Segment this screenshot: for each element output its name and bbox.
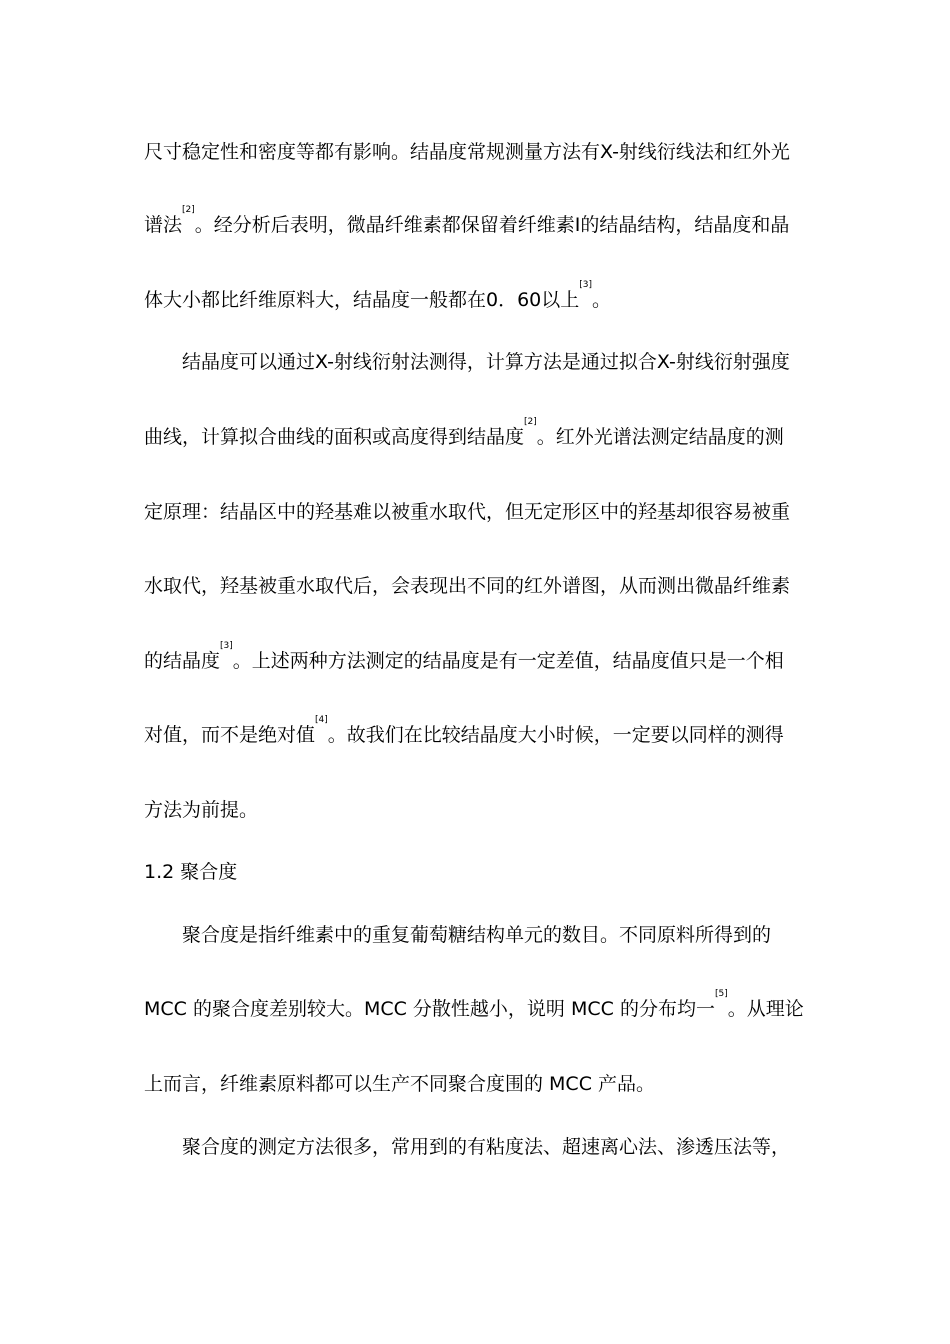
paragraph-first-line (182, 1135, 790, 1159)
text-line (144, 280, 612, 312)
text-line (144, 140, 790, 164)
citation-marker: [2] (524, 417, 537, 427)
line-text: 聚合度的测定方法很多，常用到的有粘度法、超速离心法、渗透压法等， (182, 1136, 791, 1158)
text-line (144, 798, 258, 822)
paragraph-first-line (182, 923, 771, 947)
line-text: MCC 的聚合度差别较大。MCC 分散性越小，说明 MCC 的分布均一 (144, 998, 715, 1020)
line-text: 。上述两种方法测定的结晶度是有一定差值，结晶度值只是一个相 (232, 650, 784, 672)
line-text: 水取代，羟基被重水取代后，会表现出不同的红外谱图，从而测出微晶纤维素 (144, 575, 791, 597)
line-text: 尺寸稳定性和密度等都有影响。结晶度常规测量方法有X-射线衍线法和红外光 (144, 141, 790, 163)
line-text: 。故我们在比较结晶度大小时候，一定要以同样的测得 (327, 724, 784, 746)
text-line (144, 1072, 655, 1096)
line-text: 定原理：结晶区中的羟基难以被重水取代，但无定形区中的羟基却很容易被重 (144, 501, 791, 523)
text-line (144, 500, 790, 524)
citation-marker: [3] (220, 641, 233, 651)
line-text: 聚合度是指纤维素中的重复葡萄糖结构单元的数目。不同原料所得到的 (182, 924, 772, 946)
line-text: 。从理论 (727, 998, 804, 1020)
line-text: 谱法 (144, 214, 183, 236)
text-line (144, 417, 784, 449)
citation-marker: [4] (315, 715, 328, 725)
text-line (144, 989, 804, 1021)
citation-marker: [2] (182, 205, 195, 215)
paragraph-first-line (182, 350, 790, 374)
line-text: 体大小都比纤维原料大，结晶度一般都在0．60以上 (144, 289, 580, 311)
line-text: 。经分析后表明，微晶纤维素都保留着纤维素I的结晶结构，结晶度和晶 (194, 214, 790, 236)
text-line (144, 574, 790, 598)
line-text: 的结晶度 (144, 650, 221, 672)
line-text: 曲线，计算拟合曲线的面积或高度得到结晶度 (144, 426, 525, 448)
section-heading (144, 860, 237, 884)
line-text: 对值，而不是绝对值 (144, 724, 316, 746)
line-text: 。 (592, 289, 612, 311)
line-text: 。红外光谱法测定结晶度的测 (536, 426, 784, 448)
line-text: 结晶度可以通过X-射线衍射法测得，计算方法是通过拟合X-射线衍射强度 (182, 351, 790, 373)
text-line (144, 641, 784, 673)
line-text: 方法为前提。 (144, 799, 259, 821)
citation-marker: [3] (579, 280, 593, 290)
line-text: 上而言，纤维素原料都可以生产不同聚合度围的 MCC 产品。 (144, 1073, 656, 1095)
heading-text: 1.2 聚合度 (144, 861, 238, 883)
citation-marker: [5] (714, 989, 728, 999)
text-line (144, 715, 784, 747)
text-line (144, 205, 790, 237)
